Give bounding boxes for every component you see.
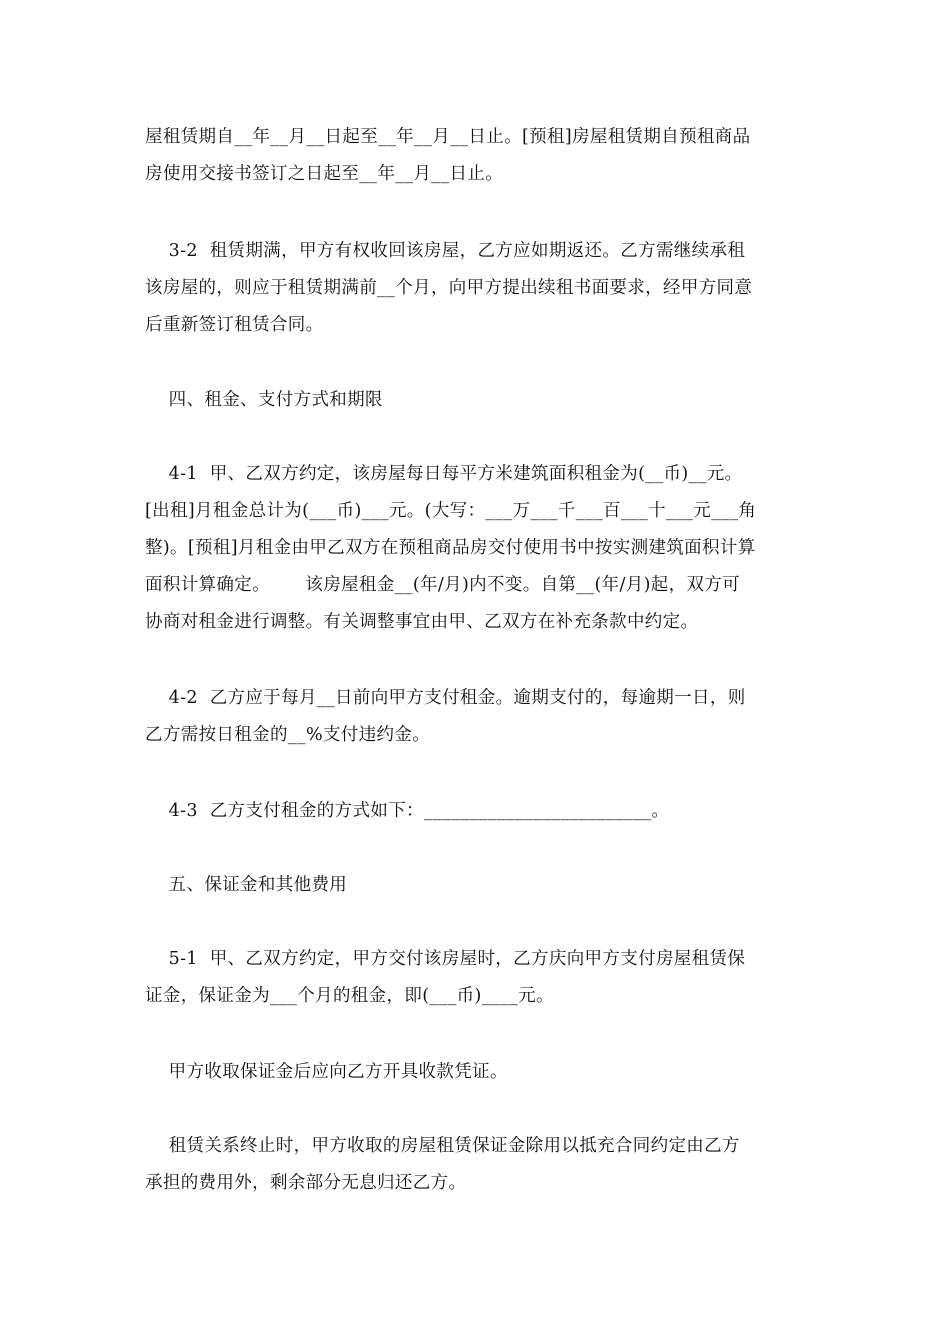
paragraph-clause-4-1	[145, 456, 813, 641]
paragraph-lease-term-continued	[145, 119, 813, 193]
text-line: [出租]月租金总计为(___币)___元。(大写：___万___千___百___十___元___角	[145, 501, 757, 521]
text-line: 承担的费用外，剩余部分无息归还乙方。	[145, 1173, 467, 1193]
text-line: 该房屋的，则应于租赁期满前__个月，向甲方提出续租书面要求，经甲方同意	[145, 278, 753, 298]
text-line: 后重新签订租赁合同。	[145, 315, 324, 335]
text-line: 整)。[预租]月租金由甲乙双方在预租商品房交付使用书中按实测建筑面积计算	[145, 538, 756, 558]
paragraph-deposit-return	[145, 1128, 813, 1202]
text-line: 甲方收取保证金后应向乙方开具收款凭证。	[145, 1062, 508, 1082]
paragraph-clause-4-3	[145, 793, 813, 830]
text-line: 面积计算确定。 该房屋租金__(年/月)内不变。自第__(年/月)起，双方可	[145, 575, 741, 595]
text-line: 协商对租金进行调整。有关调整事宜由甲、乙双方在补充条款中约定。	[145, 612, 699, 632]
text-line: 3-2 租赁期满，甲方有权收回该房屋，乙方应如期返还。乙方需继续承租	[145, 241, 746, 261]
section-heading-rent-payment	[145, 382, 813, 419]
text-line: 5-1 甲、乙双方约定，甲方交付该房屋时，乙方庆向甲方支付房屋租赁保	[145, 949, 746, 969]
text-line: 乙方需按日租金的__%支付违约金。	[145, 725, 431, 745]
paragraph-clause-3-2	[145, 233, 813, 344]
paragraph-clause-5-1	[145, 941, 813, 1015]
section-heading: 四、租金、支付方式和期限	[145, 390, 383, 410]
paragraph-clause-4-2	[145, 680, 813, 754]
text-line: 4-2 乙方应于每月__日前向甲方支付租金。逾期支付的，每逾期一日，则	[145, 688, 746, 708]
text-line: 证金，保证金为___个月的租金，即(___币)____元。	[145, 986, 554, 1006]
paragraph-deposit-receipt	[145, 1054, 813, 1091]
text-line: 房使用交接书签订之日起至__年__月__日止。	[145, 164, 504, 184]
text-line: 租赁关系终止时，甲方收取的房屋租赁保证金除用以抵充合同约定由乙方	[145, 1136, 740, 1156]
text-line: 4-1 甲、乙双方约定，该房屋每日每平方米建筑面积租金为(__币)__元。	[145, 464, 743, 484]
section-heading-deposit	[145, 867, 813, 904]
text-line: 屋租赁期自__年__月__日起至__年__月__日止。[预租]房屋租赁期自预租商品	[145, 127, 751, 147]
text-line: 4-3 乙方支付租金的方式如下：_________________________。	[145, 801, 670, 821]
section-heading: 五、保证金和其他费用	[145, 875, 348, 895]
